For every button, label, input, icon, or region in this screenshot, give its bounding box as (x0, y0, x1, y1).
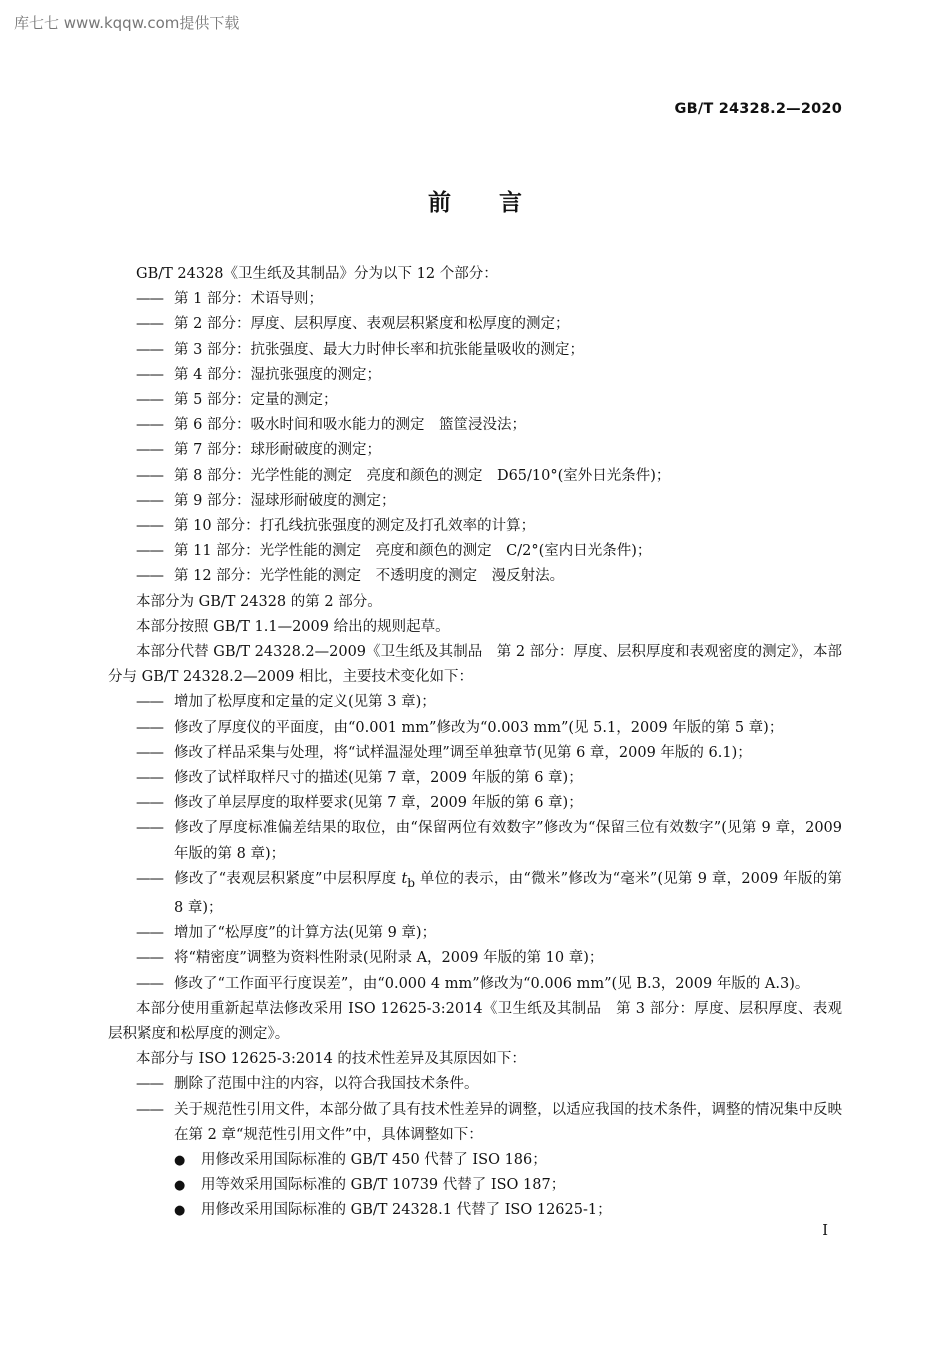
list-item: —— 关于规范性引用文件，本部分做了具有技术性差异的调整，以适应我国的技术条件，调整的情况集中反映在第 2 章“规范性引用文件”中，具体调整如下： (108, 1098, 842, 1148)
list-item: —— 修改了样品采集与处理，将“试样温湿处理”调至单独章节(见第 6 章，2009 年版的 6.1)； (108, 741, 842, 766)
bullet-item: ● 用修改采用国际标准的 GB/T 450 代替了 ISO 186； (108, 1148, 842, 1173)
bullet-item: ● 用修改采用国际标准的 GB/T 24328.1 代替了 ISO 12625-1； (108, 1198, 842, 1223)
list-item: —— 增加了“松厚度”的计算方法(见第 9 章)； (108, 921, 842, 946)
variable-t: t (401, 870, 408, 887)
list-item: —— 第 4 部分：湿抗张强度的测定； (108, 363, 842, 388)
paragraph: 本部分按照 GB/T 1.1—2009 给出的规则起草。 (136, 618, 450, 635)
bullet-icon: ● (174, 1203, 186, 1219)
dash-mark: —— (136, 795, 163, 812)
list-item: —— 第 1 部分：术语导则； (108, 287, 842, 312)
bullet-icon: ● (174, 1153, 186, 1168)
dash-mark: —— (136, 1101, 163, 1118)
paragraph: 本部分与 ISO 12625-3:2014 的技术性差异及其原因如下： (136, 1051, 526, 1068)
paragraph: GB/T 24328《卫生纸及其制品》分为以下 12 个部分： (136, 266, 498, 282)
dash-mark: —— (136, 291, 163, 308)
document-body (108, 262, 842, 1224)
dash-mark: —— (136, 316, 163, 333)
dash-mark: —— (136, 950, 163, 967)
bullet-icon: ● (174, 1178, 186, 1194)
list-item: —— 第 7 部分：球形耐破度的测定； (108, 438, 842, 463)
list-item: —— 修改了厚度标准偏差结果的取位，由“保留两位有效数字”修改为“保留三位有效数字”(见第 9 章，2009 年版的第 8 章)； (108, 816, 842, 866)
dash-mark: —— (136, 820, 163, 837)
dash-mark: —— (136, 518, 163, 535)
dash-mark: —— (136, 442, 163, 459)
list-item: —— 增加了松厚度和定量的定义(见第 3 章)； (108, 690, 842, 715)
list-item: —— 第 8 部分：光学性能的测定 亮度和颜色的测定 D65/10°(室外日光条件)； (108, 464, 842, 489)
dash-mark: —— (136, 341, 163, 358)
page-title: 前言 (428, 190, 570, 216)
list-item: —— 第 2 部分：厚度、层积厚度、表观层积紧度和松厚度的测定； (108, 312, 842, 337)
paragraph: 本部分为 GB/T 24328 的第 2 部分。 (136, 593, 382, 610)
dash-mark: —— (136, 744, 163, 761)
dash-mark: —— (136, 543, 163, 560)
list-item: —— 修改了“工作面平行度误差”，由“0.000 4 mm”修改为“0.006 mm”(见 B.3，2009 年版的 A.3)。 (108, 972, 842, 997)
paragraph: 本部分使用重新起草法修改采用 ISO 12625-3:2014《卫生纸及其制品 第 3 部分：厚度、层积厚度、表观层积紧度和松厚度的测定》。 (108, 1000, 842, 1042)
paragraph: 本部分代替 GB/T 24328.2—2009《卫生纸及其制品 第 2 部分：厚度、层积厚度和表观密度的测定》，本部分与 GB/T 24328.2—2009 相比，主要技术变化如下： (108, 644, 842, 686)
dash-mark: —— (136, 467, 163, 484)
variable-subscript: b (407, 875, 416, 890)
list-item: —— 第 5 部分：定量的测定； (108, 388, 842, 413)
list-item: —— 第 11 部分：光学性能的测定 亮度和颜色的测定 C/2°(室内日光条件)； (108, 539, 842, 564)
bullet-list (108, 1148, 842, 1224)
differences-list (108, 1072, 842, 1148)
changes-list (108, 690, 842, 996)
list-item: —— 修改了厚度仪的平面度，由“0.001 mm”修改为“0.003 mm”(见 5.1，2009 年版的第 5 章)； (108, 716, 842, 741)
list-item: —— 修改了试样取样尺寸的描述(见第 7 章，2009 年版的第 6 章)； (108, 766, 842, 791)
dash-mark: —— (136, 694, 163, 711)
dash-mark: —— (136, 492, 163, 509)
list-item: —— 删除了范围中注的内容，以符合我国技术条件。 (108, 1072, 842, 1097)
dash-mark: —— (136, 975, 163, 992)
list-item: —— 第 6 部分：吸水时间和吸水能力的测定 篮筐浸没法； (108, 413, 842, 438)
list-item: —— 第 9 部分：湿球形耐破度的测定； (108, 489, 842, 514)
dash-mark: —— (136, 392, 163, 409)
list-item: —— 将“精密度”调整为资料性附录(见附录 A，2009 年版的第 10 章)； (108, 946, 842, 971)
list-item: —— 修改了“表观层积紧度”中层积厚度 $t_b$ 单位的表示，由“微米”修改为“毫米”(见第 9 章，2009 年版的第 8 章)； (108, 867, 842, 921)
list-item: —— 第 12 部分：光学性能的测定 不透明度的测定 漫反射法。 (108, 564, 842, 589)
dash-mark: —— (136, 770, 163, 787)
dash-mark: —— (136, 417, 163, 434)
standard-code: GB/T 24328.2—2020 (674, 101, 842, 117)
list-item: —— 修改了单层厚度的取样要求(见第 7 章，2009 年版的第 6 章)； (108, 791, 842, 816)
dash-mark: —— (136, 1076, 163, 1093)
list-item: —— 第 3 部分：抗张强度、最大力时伸长率和抗张能量吸收的测定； (108, 338, 842, 363)
page-number: I (822, 1223, 828, 1239)
dash-mark: —— (136, 719, 163, 736)
watermark: 库七七 www.kqqw.com提供下载 (14, 14, 240, 32)
parts-list (108, 287, 842, 589)
bullet-item: ● 用等效采用国际标准的 GB/T 10739 代替了 ISO 187； (108, 1173, 842, 1198)
list-item: —— 第 10 部分：打孔线抗张强度的测定及打孔效率的计算； (108, 514, 842, 539)
dash-mark: —— (136, 366, 163, 383)
dash-mark: —— (136, 568, 163, 585)
dash-mark: —— (136, 870, 163, 887)
dash-mark: —— (136, 925, 163, 942)
